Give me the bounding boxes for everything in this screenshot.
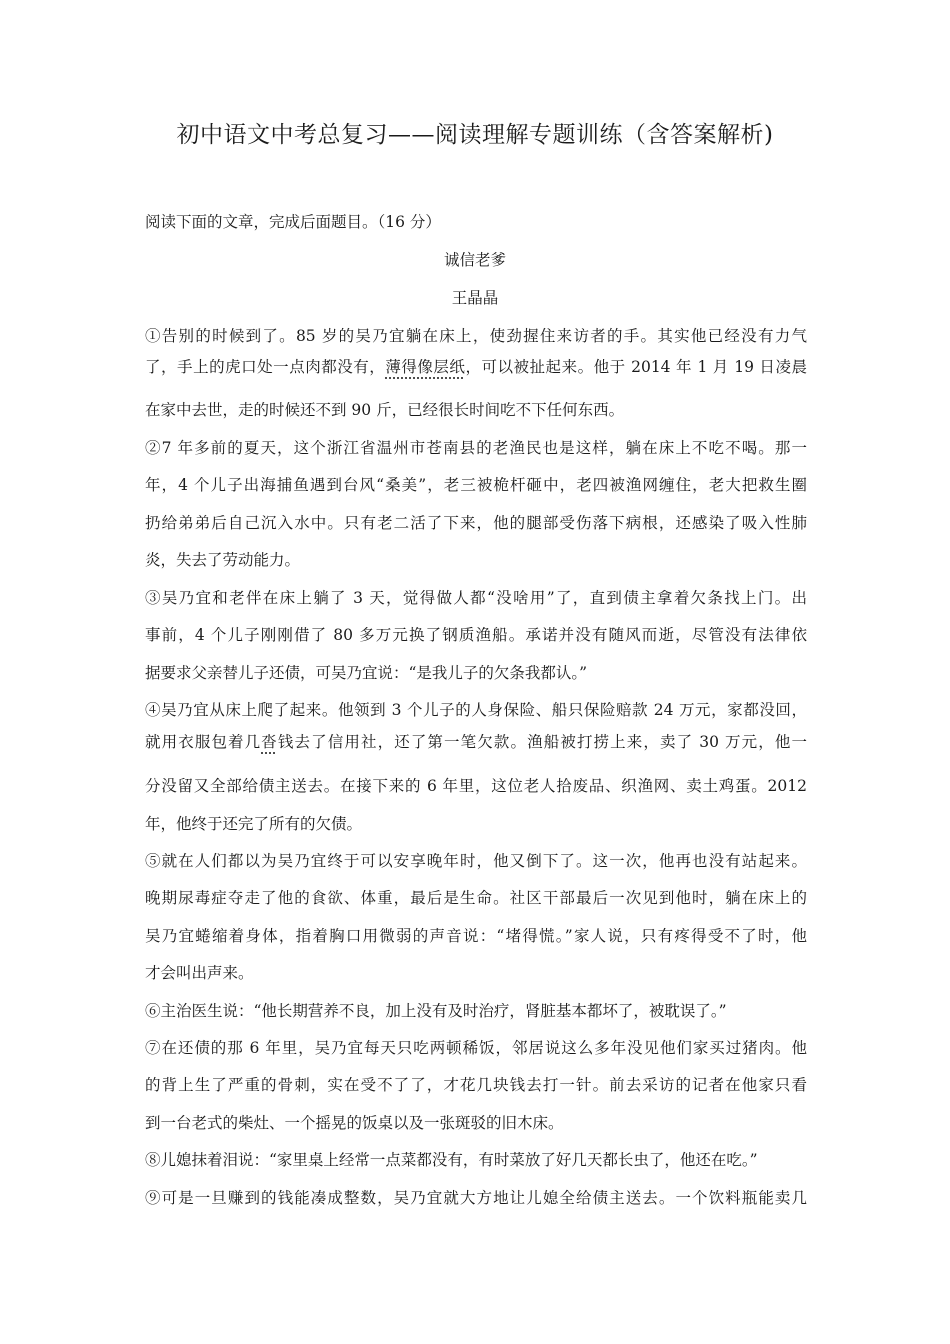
article-title: 诚信老爹 (443, 251, 506, 269)
article-line (145, 473, 807, 497)
article-line (145, 324, 807, 348)
article-line (145, 849, 807, 873)
line-text: 到一台老式的柴灶、一个摇晃的饭桌以及一张斑驳的旧木床。 (145, 1114, 564, 1132)
line-text: 扔给弟弟后自己沉入水中。只有老二活了下来，他的腿部受伤落下病根，还感染了吸入性肺 (145, 514, 807, 532)
marked-word: 沓 (261, 733, 278, 751)
line-text: 了，手上的虎口处一点肉都没有， (145, 358, 386, 376)
line-text: 钱去了信用社，还了第一笔欠款。渔船被打捞上来，卖了 30 万元，他一 (277, 733, 807, 751)
line-text: 事前，4 个儿子刚刚借了 80 多万元换了钢质渔船。承诺并没有随风而逝，尽管没有法律依 (145, 626, 807, 644)
article-line (145, 436, 807, 460)
line-text: ②7 年多前的夏天，这个浙江省温州市苍南县的老渔民也是这样，躺在床上不吃不喝。那一 (145, 439, 807, 457)
line-text: 晚期尿毒症夺走了他的食欲、体重，最后是生命。社区干部最后一次见到他时，躺在床上的 (145, 889, 807, 907)
line-text: 吴乃宜蜷缩着身体，指着胸口用微弱的声音说：“堵得慌。”家人说，只有疼得受不了时，他 (145, 927, 807, 945)
document-title: 初中语文中考总复习——阅读理解专题训练（含答案解析) (176, 122, 774, 148)
article-line (145, 1186, 807, 1210)
article-line (145, 586, 807, 610)
article-line (145, 623, 807, 647)
line-text: 才会叫出声来。 (145, 964, 254, 982)
line-text: 年，4 个儿子出海捕鱼遇到台风“桑美”，老三被桅杆砸中，老四被渔网缠住，老大把救生圈 (145, 476, 807, 494)
article-line (145, 398, 807, 422)
article-line (145, 1148, 807, 1172)
line-text: ⑥主治医生说：“他长期营养不良，加上没有及时治疗，肾脏基本都坏了，被耽误了。” (145, 1002, 727, 1020)
article-line (145, 1073, 807, 1097)
article-line (145, 774, 807, 798)
article-line (145, 999, 807, 1023)
line-text: ，可以被扯起来。他于 2014 年 1 月 19 日凌晨 (465, 358, 807, 376)
line-text: 年，他终于还完了所有的欠债。 (145, 815, 363, 833)
line-text: ①告别的时候到了。85 岁的吴乃宜躺在床上，使劲握住来访者的手。其实他已经没有力气 (145, 327, 807, 345)
line-text: ④吴乃宜从床上爬了起来。他领到 3 个儿子的人身保险、船只保险赔款 24 万元，家都没回， (145, 701, 807, 719)
line-text: ⑨可是一旦赚到的钱能凑成整数，吴乃宜就大方地让儿媳全给债主送去。一个饮料瓶能卖几 (145, 1189, 807, 1207)
article-line (145, 886, 807, 910)
article-line (145, 961, 807, 985)
line-text: 的背上生了严重的骨刺，实在受不了了，才花几块钱去打一针。前去采访的记者在他家只看 (145, 1076, 807, 1094)
article-line (145, 548, 807, 572)
line-text: 在家中去世，走的时候还不到 90 斤，已经很长时间吃不下任何东西。 (145, 401, 625, 419)
line-text: 就用衣服包着几 (145, 733, 262, 751)
article-line (145, 812, 807, 836)
line-text: ③吴乃宜和老伴在床上躺了 3 天，觉得做人都“没啥用”了，直到债主拿着欠条找上门。出 (145, 589, 807, 607)
article-author: 王晶晶 (451, 289, 499, 307)
line-text: 据要求父亲替儿子还债，可吴乃宜说：“是我儿子的欠条我都认。” (145, 664, 588, 682)
line-text: 炎，失去了劳动能力。 (145, 551, 301, 569)
article-line (145, 661, 807, 685)
article-line (145, 1036, 807, 1060)
line-text: ⑧儿媳抹着泪说：“家里桌上经常一点菜都没有，有时菜放了好几天都长虫了，他还在吃。” (145, 1151, 758, 1169)
marked-word: 薄得像层纸 (385, 358, 466, 376)
article-line (145, 730, 807, 754)
article-line (145, 355, 807, 379)
line-text: ⑤就在人们都以为吴乃宜终于可以安享晚年时，他又倒下了。这一次，他再也没有站起来。 (145, 852, 807, 870)
article-line (145, 924, 807, 948)
line-text: ⑦在还债的那 6 年里，吴乃宜每天只吃两顿稀饭，邻居说这么多年没见他们家买过猪肉。他 (145, 1039, 807, 1057)
line-text: 分没留又全部给债主送去。在接下来的 6 年里，这位老人拾废品、织渔网、卖土鸡蛋。2012 (145, 777, 807, 795)
article-line (145, 1111, 807, 1135)
article-line (145, 698, 807, 722)
article-line (145, 511, 807, 535)
reading-instruction: 阅读下面的文章，完成后面题目。（16 分） (145, 213, 441, 231)
